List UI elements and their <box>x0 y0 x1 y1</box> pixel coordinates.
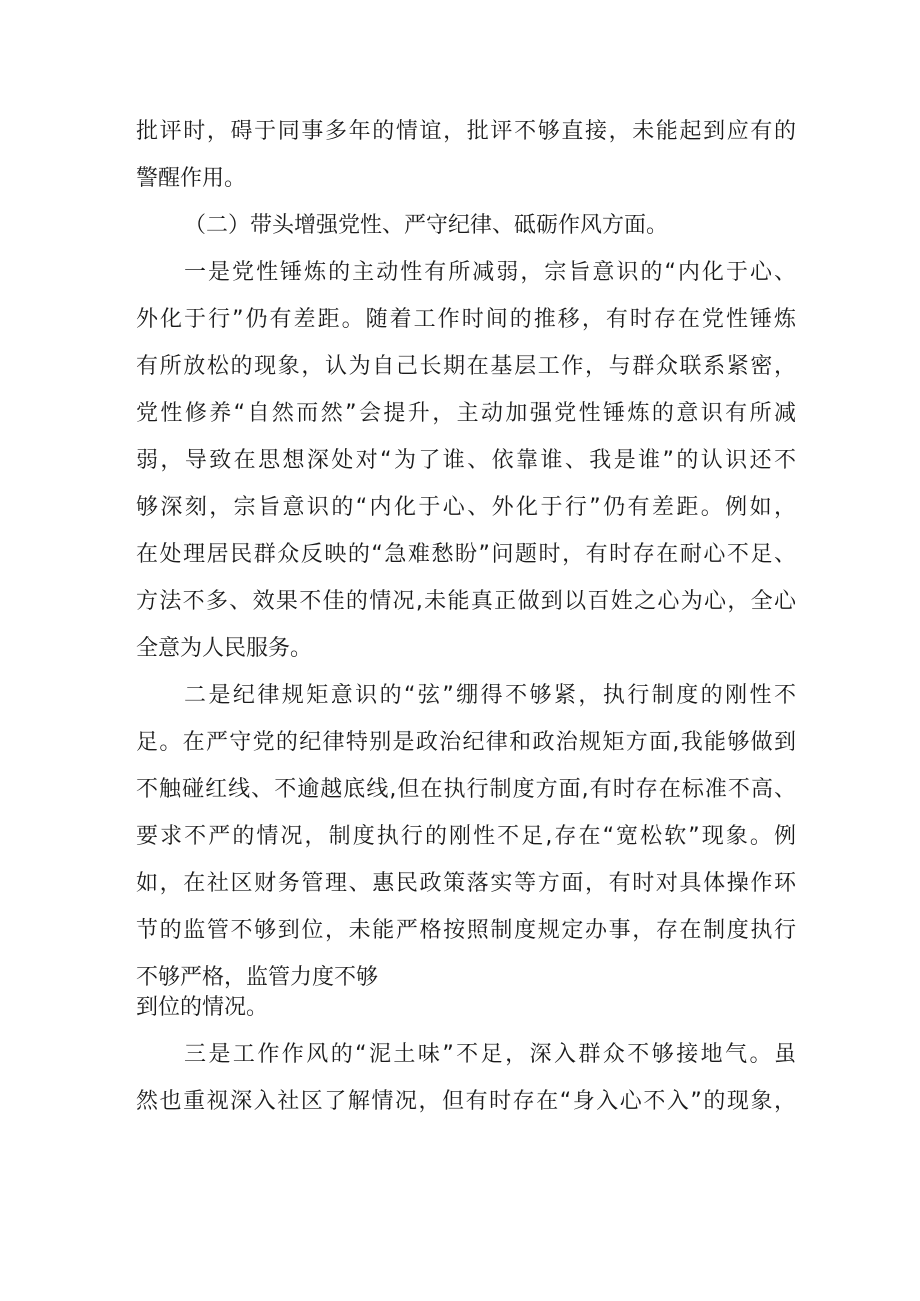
text-line: 节的监管不够到位，未能严格按照制度规定办事，存在制度执行 <box>136 918 796 943</box>
text-line: 够深刻，宗旨意识的“内化于心、外化于行”仍有差距。例如， <box>136 495 796 520</box>
text-line: 全意为人民服务。 <box>136 636 313 661</box>
text-line: 方法不多、效果不佳的情况,未能真正做到以百姓之心为心，全心 <box>136 589 796 614</box>
text-line: 然也重视深入社区了解情况，但有时存在“身入心不入”的现象， <box>136 1089 796 1114</box>
paragraph-first-line: 三是工作作风的“泥土味”不足，深入群众不够接地气。虽 <box>184 1042 796 1067</box>
paragraph-first-line: 一是党性锤炼的主动性有所减弱，宗旨意识的“内化于心、 <box>184 260 796 285</box>
text-line: 在处理居民群众反映的“急难愁盼”问题时，有时存在耐心不足、 <box>136 542 796 567</box>
text-line: 足。在严守党的纪律特别是政治纪律和政治规矩方面,我能够做到 <box>136 730 796 755</box>
text-line: 不触碰红线、不逾越底线,但在执行制度方面,有时存在标准不高、 <box>136 777 796 802</box>
text-line: 党性修养“自然而然”会提升，主动加强党性锤炼的意识有所减 <box>136 401 796 426</box>
section-heading: （二）带头增强党性、严守纪律、砥砺作风方面。 <box>184 213 669 238</box>
text-line: 批评时，碍于同事多年的情谊，批评不够直接，未能起到应有的 <box>136 119 796 144</box>
text-line: 警醒作用。 <box>136 166 247 191</box>
text-line: 不够严格，监管力度不够 <box>136 965 379 990</box>
text-line: 如，在社区财务管理、惠民政策落实等方面，有时对具体操作环 <box>136 871 796 896</box>
text-line: 要求不严的情况，制度执行的刚性不足,存在“宽松软”现象。例 <box>136 824 796 849</box>
text-line: 弱，导致在思想深处对“为了谁、依靠谁、我是谁”的认识还不 <box>136 448 796 473</box>
paragraph-first-line: 二是纪律规矩意识的“弦”绷得不够紧，执行制度的刚性不 <box>184 683 796 708</box>
text-line: 到位的情况。 <box>136 995 269 1020</box>
text-line: 有所放松的现象，认为自己长期在基层工作，与群众联系紧密， <box>136 354 796 379</box>
text-line: 外化于行”仍有差距。随着工作时间的推移，有时存在党性锤炼 <box>136 307 796 332</box>
